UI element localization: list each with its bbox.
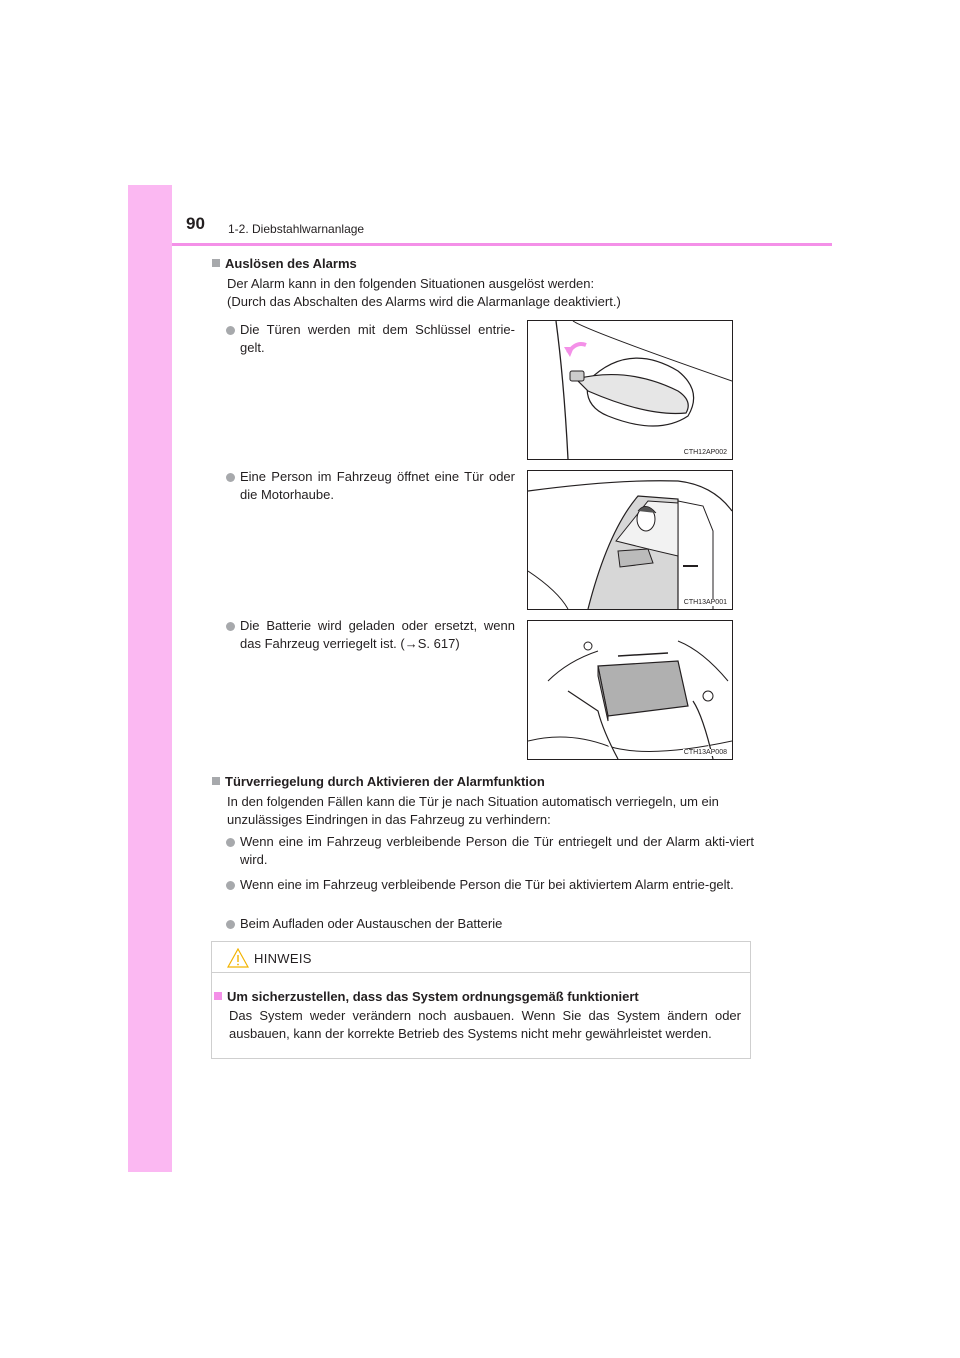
list-item-text: Wenn eine im Fahrzeug verbleibende Person die Tür entriegelt und der Alarm akti-viert wird. xyxy=(240,834,754,867)
page-number: 90 xyxy=(186,214,205,233)
circle-bullet-icon xyxy=(226,920,235,929)
figure-code: CTH13AP001 xyxy=(683,599,727,606)
alarm-trigger-heading: Auslösen des Alarms xyxy=(212,256,357,271)
header-rule xyxy=(172,243,832,246)
figure-code: CTH12AP002 xyxy=(683,449,727,456)
circle-bullet-icon xyxy=(226,881,235,890)
door-key-illustration xyxy=(527,320,733,460)
notice-box xyxy=(211,941,751,1059)
notice-header xyxy=(212,942,750,973)
alarm-trigger-intro-line2: (Durch das Abschalten des Alarms wird die Alarmanlage deaktiviert.) xyxy=(227,294,621,309)
list-item xyxy=(226,915,754,933)
circle-bullet-icon xyxy=(226,326,235,335)
door-lock-heading: Türverriegelung durch Aktivieren der Alarmfunktion xyxy=(212,774,545,789)
section-title: 1-2. Diebstahlwarnanlage xyxy=(228,222,365,236)
list-item xyxy=(226,833,754,869)
figure-code: CTH13AP008 xyxy=(683,749,727,756)
list-item xyxy=(226,617,515,653)
notice-title: HINWEIS xyxy=(254,951,312,966)
circle-bullet-icon xyxy=(226,473,235,482)
circle-bullet-icon xyxy=(226,838,235,847)
list-item-text: Eine Person im Fahrzeug öffnet eine Tür oder die Motorhaube. xyxy=(240,469,515,502)
person-in-car-illustration xyxy=(527,470,733,610)
list-item xyxy=(226,468,515,504)
list-item xyxy=(226,321,515,357)
list-item-text: Wenn eine im Fahrzeug verbleibende Person die Tür bei aktiviertem Alarm entrie-gelt. xyxy=(240,877,734,892)
battery-illustration xyxy=(527,620,733,760)
notice-body: Das System weder verändern noch ausbauen. Wenn Sie das System ändern oder ausbauen, kann der korrekte Betrieb des Systems nicht mehr gewährleistet werden. xyxy=(229,1008,741,1041)
page-sidebar-tab xyxy=(128,185,172,1172)
list-item-text: Beim Aufladen oder Austauschen der Batterie xyxy=(240,916,503,931)
square-bullet-icon xyxy=(212,259,220,267)
warning-triangle-icon xyxy=(227,948,249,968)
square-bullet-icon xyxy=(214,992,222,1000)
list-item-text: Die Batterie wird geladen oder ersetzt, wenn das Fahrzeug verriegelt ist. (→S. 617) xyxy=(240,618,515,651)
alarm-trigger-intro-line1: Der Alarm kann in den folgenden Situationen ausgelöst werden: xyxy=(227,276,595,291)
square-bullet-icon xyxy=(212,777,220,785)
notice-heading: Um sicherzustellen, dass das System ordnungsgemäß funktioniert xyxy=(214,989,639,1004)
list-item xyxy=(226,876,754,894)
circle-bullet-icon xyxy=(226,622,235,631)
list-item-text: Die Türen werden mit dem Schlüssel entrie-gelt. xyxy=(240,322,515,355)
door-lock-intro: In den folgenden Fällen kann die Tür je nach Situation automatisch verriegeln, um ein unzulässiges Eindringen in das Fahrzeug zu verhindern: xyxy=(227,794,719,827)
